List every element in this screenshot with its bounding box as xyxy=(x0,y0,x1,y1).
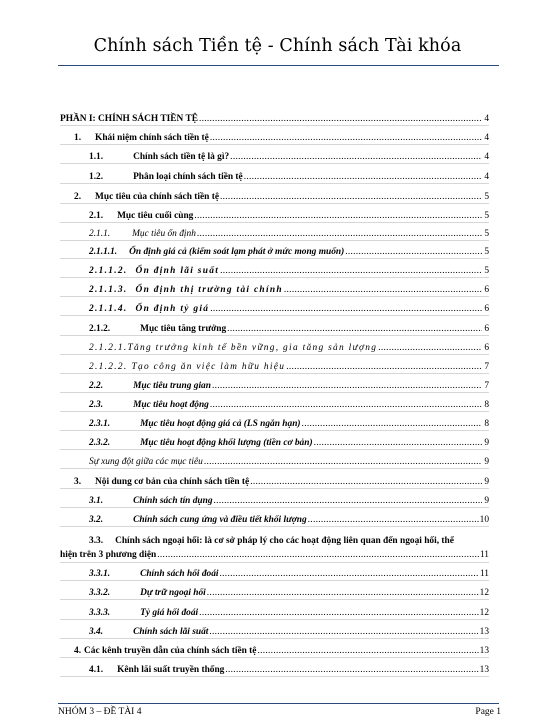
toc-entry-number: 2.1.2. xyxy=(89,324,111,334)
toc-entry[interactable] xyxy=(60,664,489,677)
toc-entry-page: 9 xyxy=(484,438,489,448)
toc-leader-dots xyxy=(220,191,482,203)
footer-group-label: NHÓM 3 – ĐỀ TÀI 4 xyxy=(58,707,142,717)
toc-entry-title: Tạo công ăn việc làm hữu hiệu xyxy=(131,362,286,372)
toc-leader-dots xyxy=(210,132,482,144)
toc-leader-dots xyxy=(345,246,482,258)
toc-entry-page: 6 xyxy=(484,304,489,314)
toc-entry[interactable] xyxy=(60,246,489,259)
toc-entry-title: Ổn định lãi suất xyxy=(135,266,220,276)
toc-entry-title: Ổn định tỷ giá xyxy=(135,304,210,314)
toc-leader-dots xyxy=(244,171,482,183)
toc-entry-number: 2.1.1.1. xyxy=(89,247,118,257)
toc-entry-page: 4 xyxy=(484,133,489,143)
toc-leader-dots xyxy=(207,587,479,599)
toc-entry-title: Mục tiêu trung gian xyxy=(133,381,211,391)
toc-entry-page: 11 xyxy=(479,550,489,560)
toc-entry-title: Chính sách tiền tệ là gì? xyxy=(133,152,230,162)
toc-entry-number: 2.1. xyxy=(89,211,104,221)
toc-entry[interactable] xyxy=(60,568,489,581)
toc-entry[interactable] xyxy=(60,210,489,223)
toc-entry-title: Chính sách ngoại hối: là cơ sở pháp lý cho các hoạt động liên quan đến ngoại hối, thể xyxy=(115,536,454,546)
toc-entry-page: 5 xyxy=(484,211,489,221)
toc-entry-page: 4 xyxy=(484,172,489,182)
toc-entry-number: 2.3.2. xyxy=(89,438,111,448)
toc-entry-number: 2.1.1.3. xyxy=(89,285,128,295)
toc-entry-title: Phân loại chính sách tiền tệ xyxy=(133,172,243,182)
toc-entry-page: 13 xyxy=(479,646,489,656)
toc-entry-title: Khái niệm chính sách tiền tệ xyxy=(95,133,209,143)
toc-leader-dots xyxy=(230,151,482,163)
toc-entry-title-continued: hiện trên 3 phương diện xyxy=(60,550,157,560)
toc-leader-dots xyxy=(257,645,478,657)
toc-entry[interactable] xyxy=(60,151,489,164)
toc-entry-page: 9 xyxy=(484,496,489,506)
toc-entry[interactable] xyxy=(60,495,489,508)
toc-entry-number: 2.1.2.1. xyxy=(89,343,128,353)
toc-entry-page: 9 xyxy=(484,477,489,487)
toc-leader-dots xyxy=(302,418,482,430)
toc-entry-page: 5 xyxy=(484,192,489,202)
toc-entry-number: 2.1.2.2. xyxy=(89,362,128,372)
toc-entry-number: 3.1. xyxy=(89,496,104,506)
toc-entry-title: Chính sách hối đoái xyxy=(140,569,219,579)
toc-entry-number: 3.3.2. xyxy=(89,588,111,598)
toc-leader-dots xyxy=(199,607,478,619)
toc-entry-page: 13 xyxy=(479,627,489,637)
toc-entry-page: 4 xyxy=(484,152,489,162)
toc-entry[interactable] xyxy=(60,534,489,563)
toc-entry-number: 4.1. xyxy=(89,665,104,675)
toc-entry[interactable] xyxy=(60,399,489,412)
toc-entry-page: 5 xyxy=(484,266,489,276)
toc-entry-number: 4. xyxy=(74,646,82,656)
toc-entry-page: 5 xyxy=(484,229,489,239)
toc-entry-page: 6 xyxy=(484,285,489,295)
toc-entry[interactable] xyxy=(60,380,489,393)
toc-leader-dots xyxy=(212,380,482,392)
toc-entry-number: 2.1.1. xyxy=(89,229,111,239)
toc-leader-dots xyxy=(214,495,482,507)
toc-entry[interactable] xyxy=(60,418,489,431)
toc-entry-title: Tỷ giá hối đoái xyxy=(140,608,199,618)
page-header-title: Chính sách Tiền tệ - Chính sách Tài khóa xyxy=(93,36,462,56)
toc-leader-dots xyxy=(210,399,482,411)
toc-entry-page: 6 xyxy=(484,324,489,334)
toc-entry-title: Chính sách tín dụng xyxy=(133,496,213,506)
toc-entry-title: Chính sách cung ứng và điều tiết khối lượng xyxy=(133,515,307,525)
toc-entry-title: PHẦN I: CHÍNH SÁCH TIỀN TỆ xyxy=(60,114,198,124)
toc-leader-dots xyxy=(220,265,482,277)
toc-leader-dots xyxy=(284,284,482,296)
toc-entry-page: 7 xyxy=(484,381,489,391)
toc-entry[interactable] xyxy=(60,587,489,600)
toc-leader-dots xyxy=(250,476,482,488)
toc-leader-dots xyxy=(157,548,479,562)
toc-entry[interactable] xyxy=(60,514,489,527)
toc-entry-number: 3.3.1. xyxy=(89,569,111,579)
toc-entry-title: Mục tiêu cuối cùng xyxy=(117,211,194,221)
footer-divider xyxy=(58,703,499,704)
toc-entry-number: 2.3. xyxy=(89,400,104,410)
toc-entry-page: 4 xyxy=(484,114,489,124)
toc-entry-number: 3.3. xyxy=(89,536,104,546)
toc-entry-title: Chính sách lãi suất xyxy=(133,627,209,637)
toc-entry[interactable] xyxy=(60,284,489,297)
toc-leader-dots xyxy=(220,568,479,580)
toc-leader-dots xyxy=(225,664,478,676)
toc-entry-title: Mục tiêu ổn định xyxy=(132,229,196,239)
toc-entry[interactable] xyxy=(60,361,489,374)
toc-entry-number: 2.1.1.4. xyxy=(89,304,128,314)
toc-entry-title: Sự xung đột giữa các mục tiêu xyxy=(89,457,203,467)
toc-entry-page: 6 xyxy=(484,343,489,353)
toc-entry-number: 3.2. xyxy=(89,515,104,525)
toc-leader-dots xyxy=(314,437,482,449)
toc-leader-dots xyxy=(210,303,482,315)
toc-entry[interactable] xyxy=(60,132,489,145)
toc-entry[interactable] xyxy=(60,191,489,204)
toc-leader-dots xyxy=(194,210,482,222)
toc-entry[interactable] xyxy=(60,626,489,639)
toc-entry-number: 3.4. xyxy=(89,627,104,637)
toc-entry[interactable] xyxy=(60,171,489,184)
toc-entry[interactable] xyxy=(60,342,489,355)
toc-leader-dots xyxy=(199,113,482,125)
toc-entry[interactable] xyxy=(60,323,489,336)
toc-entry-number: 3. xyxy=(74,477,82,487)
footer-page-number: Page 1 xyxy=(475,707,501,717)
toc-entry-title: Mục tiêu tăng trưởng xyxy=(140,324,227,334)
toc-entry[interactable] xyxy=(60,607,489,620)
toc-entry-number: 1.1. xyxy=(89,152,104,162)
toc-leader-dots xyxy=(378,342,482,354)
toc-entry-title: Mục tiêu hoạt động xyxy=(133,400,209,410)
toc-entry-page: 12 xyxy=(479,608,489,618)
toc-entry-title: Mục tiêu hoạt động khối lượng (tiền cơ bản) xyxy=(140,438,313,448)
toc-leader-dots xyxy=(308,514,479,526)
toc-entry-page: 12 xyxy=(479,588,489,598)
toc-entry[interactable] xyxy=(60,113,489,126)
toc-entry[interactable] xyxy=(60,645,489,658)
toc-entry-number: 2.3.1. xyxy=(89,419,111,429)
toc-entry-title: Ổn định giá cả (kiểm soát lạm phát ở mức mong muốn) xyxy=(129,247,345,257)
toc-entry-title: Kênh lãi suất truyền thống xyxy=(117,665,225,675)
toc-entry-title: Nội dung cơ bản của chính sách tiền tệ xyxy=(95,477,250,487)
toc-entry[interactable] xyxy=(60,303,489,316)
toc-entry-title: Mục tiêu hoạt động giá cả (LS ngắn hạn) xyxy=(140,419,301,429)
toc-entry-number: 1. xyxy=(74,133,82,143)
toc-entry-number: 3.3.3. xyxy=(89,608,111,618)
toc-entry-page: 8 xyxy=(484,400,489,410)
toc-entry[interactable] xyxy=(60,456,489,469)
toc-entry-page: 13 xyxy=(479,665,489,675)
toc-entry-number: 2.2. xyxy=(89,381,104,391)
toc-entry[interactable] xyxy=(60,228,489,241)
toc-leader-dots xyxy=(227,323,482,335)
toc-entry-page: 5 xyxy=(484,247,489,257)
toc-entry-page: 7 xyxy=(484,362,489,372)
toc-leader-dots xyxy=(286,361,482,373)
toc-entry-number: 2. xyxy=(74,192,82,202)
toc-leader-dots xyxy=(204,456,482,468)
toc-entry-number: 2.1.1.2. xyxy=(89,266,128,276)
toc-entry-page: 11 xyxy=(479,569,489,579)
toc-entry-page: 8 xyxy=(484,419,489,429)
toc-entry[interactable] xyxy=(60,437,489,450)
toc-entry[interactable] xyxy=(60,265,489,278)
toc-entry-page: 10 xyxy=(479,515,489,525)
toc-leader-dots xyxy=(209,626,478,638)
toc-entry-title: Mục tiêu của chính sách tiền tệ xyxy=(95,192,219,202)
toc-entry-title: Dự trữ ngoại hối xyxy=(140,588,206,598)
toc-entry-page: 9 xyxy=(484,457,489,467)
toc-entry-title: Các kênh truyền dẫn của chính sách tiền tệ xyxy=(84,646,257,656)
toc-entry-title: Ổn định thị trường tài chính xyxy=(135,285,283,295)
toc-entry-number: 1.2. xyxy=(89,172,104,182)
toc-leader-dots xyxy=(197,228,482,240)
header-divider xyxy=(58,65,499,66)
toc-entry-title: Tăng trưởng kinh tế bền vững, gia tăng sản lượng xyxy=(127,343,378,353)
toc-entry[interactable] xyxy=(60,476,489,489)
